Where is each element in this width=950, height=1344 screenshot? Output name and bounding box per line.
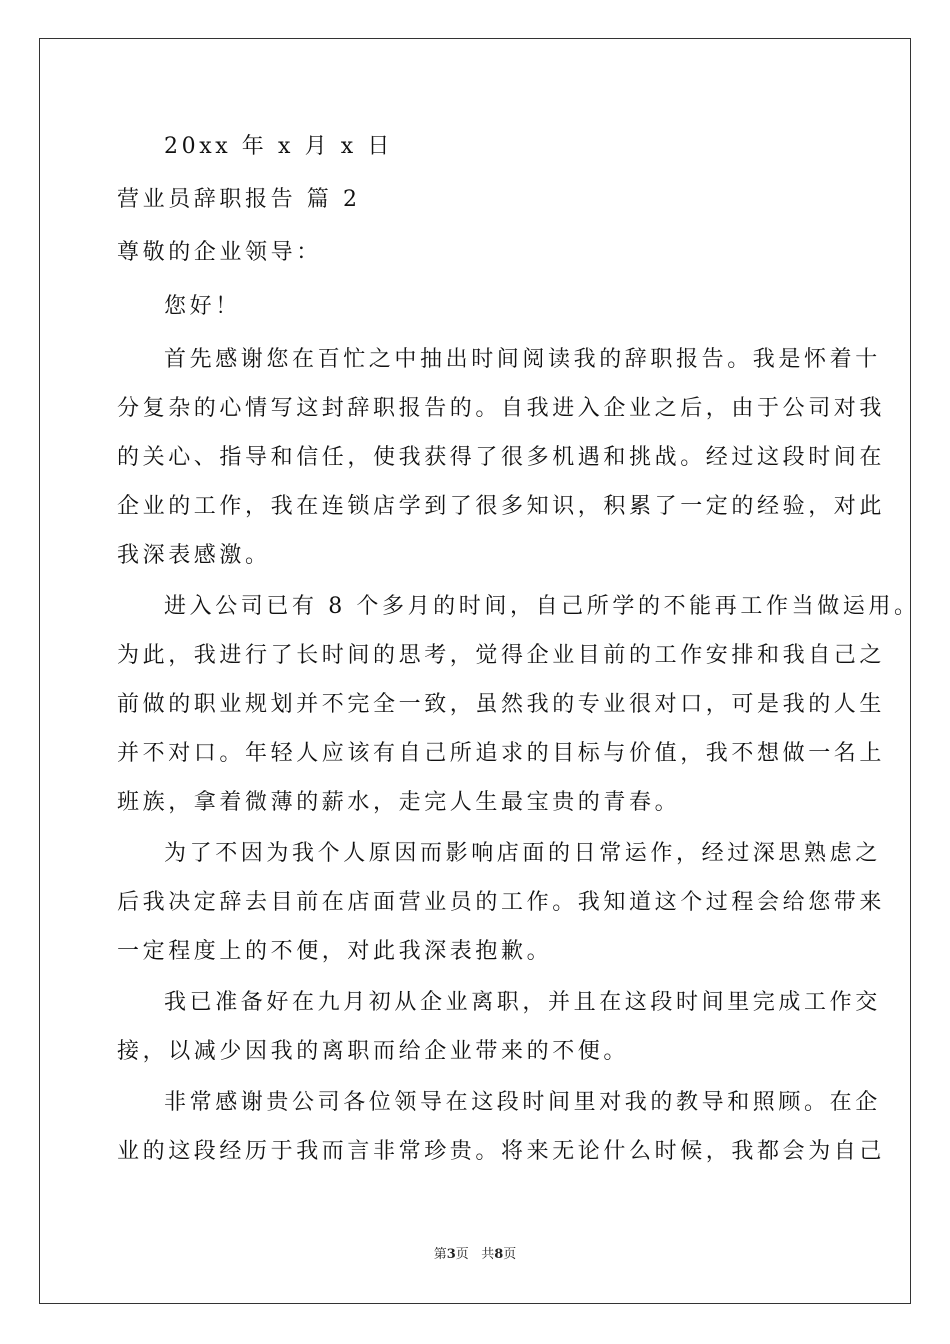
paragraph-line: 接，以减少因我的离职而给企业带来的不便。 [117, 1039, 630, 1064]
paragraph-line: 为了不因为我个人原因而影响店面的日常运作，经过深思熟虑之 [164, 841, 881, 866]
paragraph-line: 业的这段经历于我而言非常珍贵。将来无论什么时候，我都会为自己 [117, 1139, 886, 1164]
page-prefix: 第 [433, 1247, 447, 1262]
total-prefix: 共 [481, 1247, 495, 1262]
paragraph-line: 分复杂的心情写这封辞职报告的。自我进入企业之后，由于公司对我 [117, 396, 886, 421]
paragraph-line: 我已准备好在九月初从企业离职，并且在这段时间里完成工作交 [164, 990, 881, 1015]
paragraph-line: 后我决定辞去目前在店面营业员的工作。我知道这个过程会给您带来 [117, 890, 886, 915]
greeting: 您好！ [164, 294, 241, 319]
paragraph-line: 前做的职业规划并不完全一致，虽然我的专业很对口，可是我的人生 [117, 692, 886, 717]
total-suffix: 页 [503, 1247, 517, 1262]
salutation: 尊敬的企业领导： [117, 240, 322, 265]
paragraph-line: 非常感谢贵公司各位领导在这段时间里对我的教导和照顾。在企 [164, 1090, 881, 1115]
paragraph-line: 首先感谢您在百忙之中抽出时间阅读我的辞职报告。我是怀着十 [164, 347, 881, 372]
paragraph-line: 我深表感激。 [117, 543, 271, 568]
paragraph-line: 进入公司已有 8 个多月的时间，自己所学的不能再工作当做运用。 [164, 594, 920, 619]
paragraph-line: 班族，拿着微薄的薪水，走完人生最宝贵的青春。 [117, 790, 681, 815]
report-title: 营业员辞职报告 篇 2 [117, 187, 361, 212]
page-suffix: 页 [455, 1247, 469, 1262]
paragraph-line: 一定程度上的不便，对此我深表抱歉。 [117, 939, 553, 964]
total-pages-number: 8 [494, 1247, 504, 1262]
date-line: 20xx 年 x 月 x 日 [164, 134, 393, 159]
paragraph-line: 企业的工作，我在连锁店学到了很多知识，积累了一定的经验，对此 [117, 494, 886, 519]
page-footer [0, 1247, 950, 1263]
paragraph-line: 的关心、指导和信任，使我获得了很多机遇和挑战。经过这段时间在 [117, 445, 886, 470]
current-page-number: 3 [446, 1247, 456, 1262]
paragraph-line: 为此，我进行了长时间的思考，觉得企业目前的工作安排和我自己之 [117, 643, 886, 668]
paragraph-line: 并不对口。年轻人应该有自己所追求的目标与价值，我不想做一名上 [117, 741, 886, 766]
